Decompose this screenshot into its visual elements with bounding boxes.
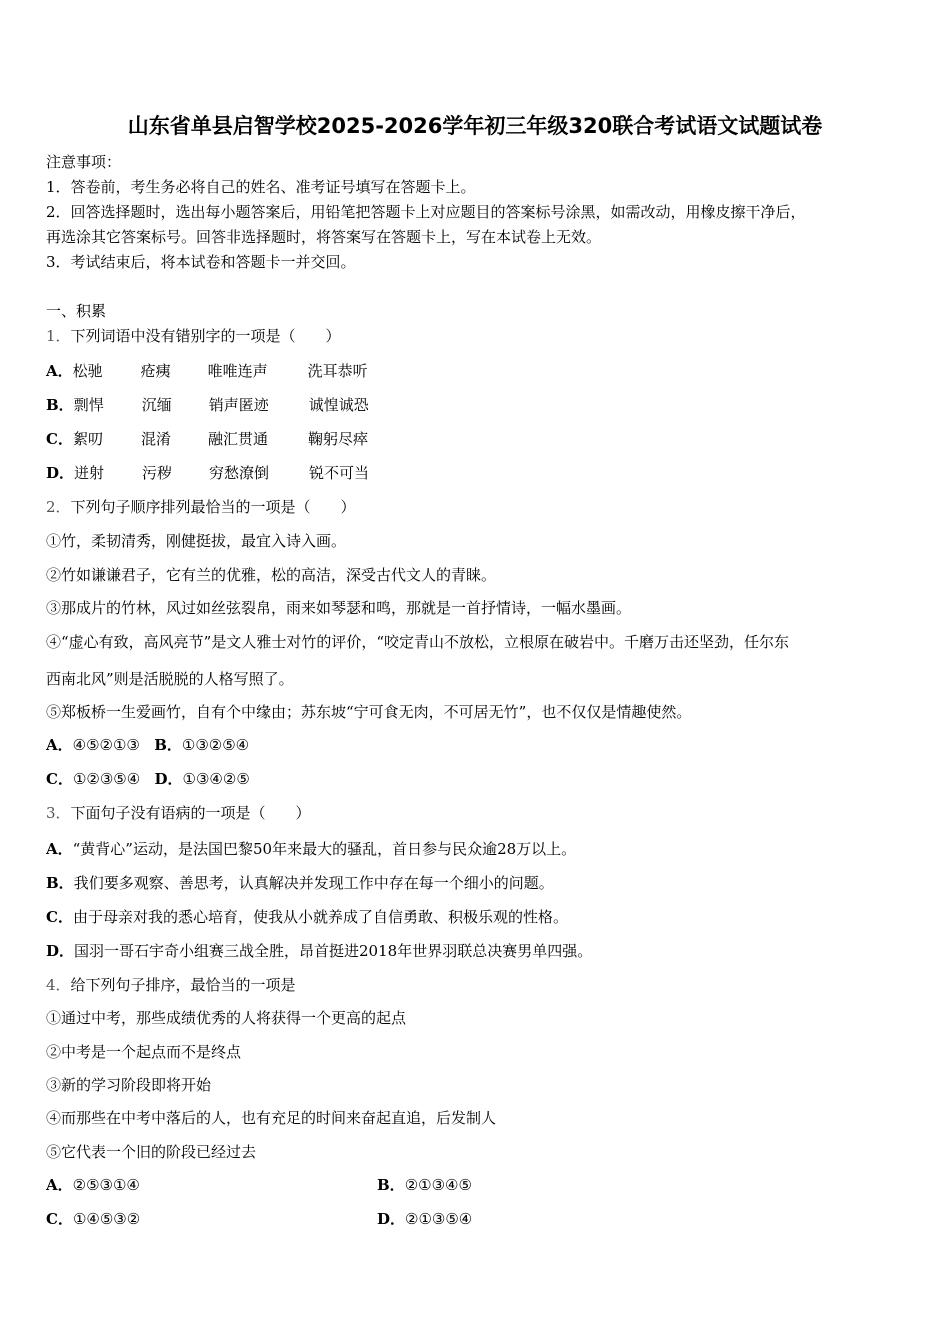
q4-option-a: [46, 1175, 140, 1195]
q4-sentence: ⑤它代表一个旧的阶段已经过去: [46, 1143, 257, 1161]
q2-options-ab: [46, 735, 249, 755]
q4-sentence: ①通过中考，那些成绩优秀的人将获得一个更高的起点: [46, 1009, 407, 1027]
option-label: B．: [154, 736, 182, 754]
q4-sentence: ②中考是一个起点而不是终点: [46, 1043, 242, 1061]
option-label: B．: [46, 396, 74, 414]
notice-item: 再选涂其它答案标号。回答非选择题时，将答案写在答题卡上，写在本试卷上无效。: [46, 228, 602, 246]
notice-item: 1．答卷前，考生务必将自己的姓名、准考证号填写在答题卡上。: [46, 178, 476, 196]
option-value: 由于母亲对我的悉心培育，使我从小就养成了自信勇敢、积极乐观的性格。: [72, 908, 568, 926]
question-1: [46, 326, 341, 346]
option-word: 沉缅: [141, 396, 172, 414]
question-3: [46, 803, 311, 823]
q2-sentence: ①竹，柔韧清秀，刚健挺拔，最宜入诗入画。: [46, 532, 347, 550]
option-value: ④⑤②①③: [72, 736, 140, 754]
q4-sentence: ④而那些在中考中落后的人，也有充足的时间来奋起直追，后发制人: [46, 1109, 497, 1127]
option-label: C．: [46, 908, 73, 926]
q4-option-b: [377, 1175, 472, 1195]
option-word: 剽悍: [73, 396, 104, 414]
option-word: 穷愁潦倒: [209, 464, 270, 482]
option-label: A．: [46, 362, 73, 380]
option-label: A．: [46, 736, 73, 754]
option-word: 疮痍: [140, 362, 171, 380]
question-number: 2．: [46, 498, 71, 516]
option-word: 销声匿迹: [208, 396, 269, 414]
question-text: 下列词语中没有错别字的一项是（ ）: [70, 327, 341, 345]
section-heading: 一、积累: [46, 302, 107, 320]
option-value: ①③④②⑤: [182, 770, 250, 788]
q2-sentence: ④“虚心有致，高风亮节”是文人雅士对竹的评价，“咬定青山不放松，立根原在破岩中。千磨万击还坚劲，任尔东: [46, 633, 790, 651]
question-number: 3．: [46, 804, 71, 822]
notice-heading: 注意事项：: [46, 153, 122, 171]
option-word: 絮叨: [72, 430, 103, 448]
option-label: C．: [46, 430, 73, 448]
q4-sentence: ③新的学习阶段即将开始: [46, 1076, 212, 1094]
q1-option-c: [46, 429, 368, 449]
option-value: ①②③⑤④: [72, 770, 141, 788]
q3-option-d: [46, 941, 592, 961]
q1-option-d: [46, 463, 369, 483]
option-word: 鞠躬尽瘁: [307, 430, 368, 448]
question-4: [46, 975, 296, 995]
option-word: 混淆: [140, 430, 171, 448]
option-word: 污秽: [142, 464, 173, 482]
option-label: B．: [46, 874, 74, 892]
option-value: 国羽一哥石宇奇小组赛三战全胜，昂首挺进2018年世界羽联总决赛男单四强。: [74, 942, 593, 960]
option-value: ①④⑤③②: [72, 1210, 141, 1228]
q2-sentence: 西南北风”则是活脱脱的人格写照了。: [46, 670, 294, 688]
option-label: A．: [46, 840, 73, 858]
question-number: 4．: [46, 976, 71, 994]
option-word: 锐不可当: [309, 464, 370, 482]
page-title: 山东省单县启智学校2025-2026学年初三年级320联合考试语文试题试卷: [127, 114, 823, 138]
option-word: 融汇贯通: [207, 430, 268, 448]
q2-sentence: ⑤郑板桥一生爱画竹，自有个中缘由；苏东坡“宁可食无肉，不可居无竹”，也不仅仅是情趣使然。: [46, 703, 692, 721]
option-label: C．: [46, 1210, 73, 1228]
q4-option-c: [46, 1209, 140, 1229]
option-value: ②①③④⑤: [404, 1176, 472, 1194]
option-label: C．: [46, 770, 73, 788]
q2-sentence: ②竹如谦谦君子，它有兰的优雅，松的高洁，深受古代文人的青睐。: [46, 566, 497, 584]
option-label: A．: [46, 1176, 73, 1194]
option-word: 迸射: [74, 464, 105, 482]
question-text: 下面句子没有语病的一项是（ ）: [70, 804, 311, 822]
q3-option-c: [46, 907, 568, 927]
option-label: B．: [377, 1176, 405, 1194]
q1-option-a: [46, 361, 368, 381]
option-value: ②①③⑤④: [405, 1210, 473, 1228]
option-label: D．: [46, 942, 75, 960]
option-label: D．: [377, 1210, 406, 1228]
option-label: D．: [154, 770, 183, 788]
q3-option-b: [46, 873, 554, 893]
q2-options-cd: [46, 769, 250, 789]
notice-item: 3．考试结束后，将本试卷和答题卡一并交回。: [46, 253, 356, 271]
question-number: 1．: [46, 327, 71, 345]
q3-option-a: [46, 839, 576, 859]
notice-item: 2．回答选择题时，选出每小题答案后，用铅笔把答题卡上对应题目的答案标号涂黑，如需改动，用橡皮擦干净后，: [46, 203, 806, 221]
option-word: 唯唯连声: [207, 362, 268, 380]
question-text: 给下列句子排序，最恰当的一项是: [70, 976, 296, 994]
q4-option-d: [377, 1209, 472, 1229]
option-value: “黄背心”运动，是法国巴黎50年来最大的骚乱，首日参与民众逾28万以上。: [72, 840, 577, 858]
q1-option-b: [46, 395, 369, 415]
question-text: 下列句子顺序排列最恰当的一项是（ ）: [70, 498, 356, 516]
option-word: 洗耳恭听: [307, 362, 368, 380]
question-2: [46, 497, 356, 517]
option-value: ②⑤③①④: [72, 1176, 140, 1194]
q2-sentence: ③那成片的竹林，风过如丝弦裂帛，雨来如琴瑟和鸣，那就是一首抒情诗，一幅水墨画。: [46, 599, 632, 617]
option-value: 我们要多观察、善思考，认真解决并发现工作中存在每一个细小的问题。: [73, 874, 554, 892]
option-value: ①③②⑤④: [181, 736, 250, 754]
option-label: D．: [46, 464, 75, 482]
option-word: 诚惶诚恐: [308, 396, 369, 414]
option-word: 松驰: [72, 362, 103, 380]
